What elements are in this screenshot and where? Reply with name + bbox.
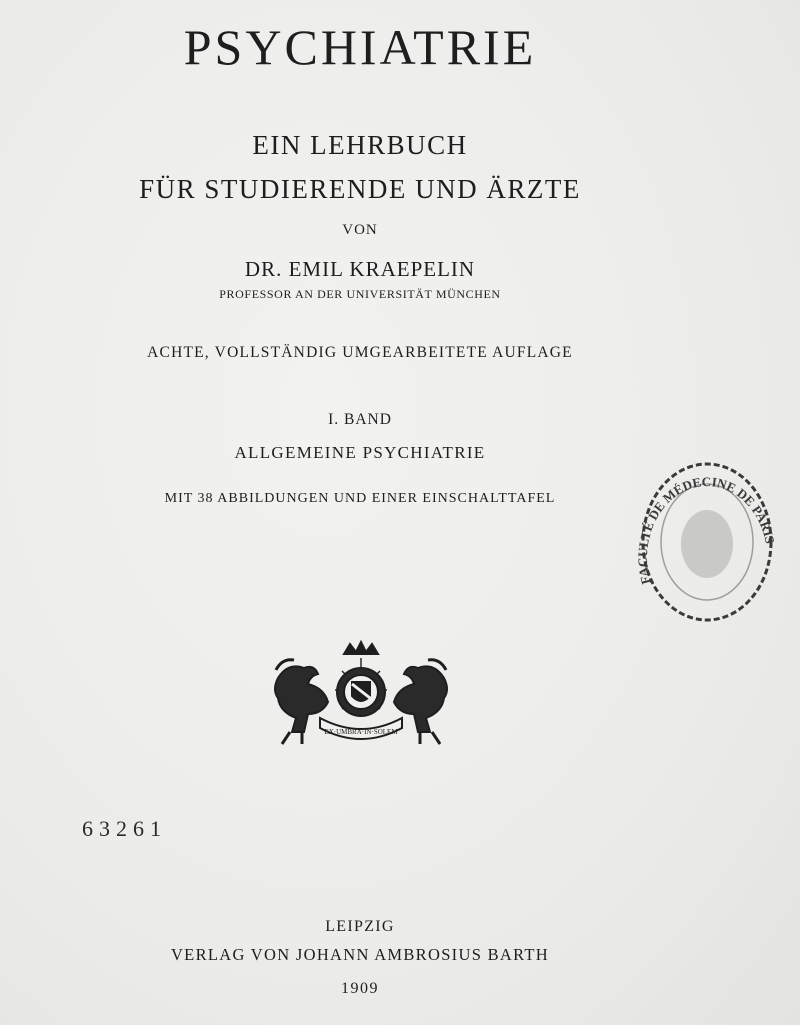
book-title: PSYCHIATRIE bbox=[183, 19, 537, 75]
volume-title: ALLGEMEINE PSYCHIATRIE bbox=[234, 443, 486, 462]
volume-number: I. BAND bbox=[328, 411, 392, 428]
emblem-motto: EX·UMBRA·IN·SOLEM bbox=[324, 728, 398, 736]
publisher-emblem-griffins-icon bbox=[268, 640, 454, 756]
illustrations-note: MIT 38 ABBILDUNGEN UND EINER EINSCHALTTAFEL bbox=[164, 491, 556, 506]
publication-city: LEIPZIG bbox=[325, 918, 395, 935]
subtitle-line-1: EIN LEHRBUCH bbox=[252, 130, 468, 160]
by-label: VON bbox=[342, 222, 378, 238]
shelf-number: 63261 bbox=[82, 816, 167, 841]
author-prefix: DR. bbox=[244, 257, 283, 281]
author bbox=[0, 257, 720, 282]
library-stamp-text: FACULTÉ DE MÉDECINE DE PARIS bbox=[634, 474, 778, 586]
publisher-name: VERLAG VON JOHANN AMBROSIUS BARTH bbox=[170, 945, 550, 964]
subtitle-line-2: FÜR STUDIERENDE UND ÄRZTE bbox=[139, 174, 581, 204]
edition: ACHTE, VOLLSTÄNDIG UMGEARBEITETE AUFLAGE bbox=[147, 344, 573, 361]
library-stamp-icon bbox=[634, 456, 780, 628]
author-position: PROFESSOR AN DER UNIVERSITÄT MÜNCHEN bbox=[219, 287, 501, 301]
author-name: EMIL KRAEPELIN bbox=[288, 257, 476, 281]
publication-year: 1909 bbox=[341, 980, 379, 997]
